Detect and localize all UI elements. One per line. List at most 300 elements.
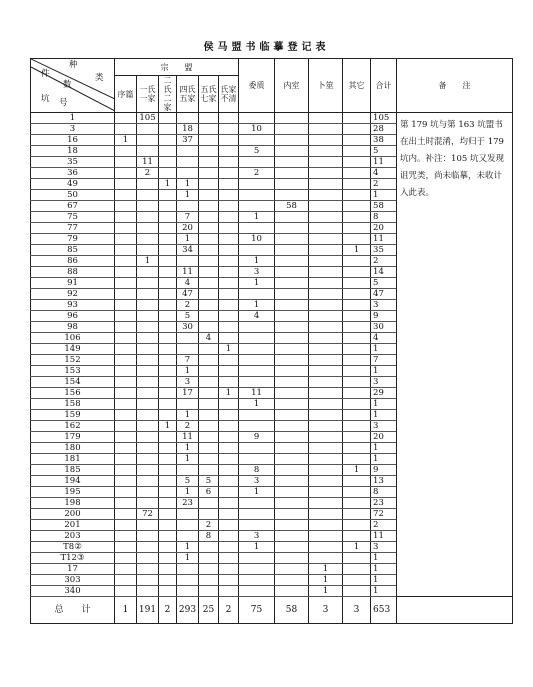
count-cell: 1 xyxy=(219,388,239,399)
count-cell xyxy=(219,201,239,212)
count-cell xyxy=(275,333,309,344)
count-cell xyxy=(199,586,219,597)
pit-number: 194 xyxy=(31,476,115,487)
count-cell xyxy=(343,256,371,267)
count-cell: 11 xyxy=(177,267,199,278)
count-cell xyxy=(343,201,371,212)
pit-number: 201 xyxy=(31,520,115,531)
count-cell xyxy=(115,168,137,179)
count-cell xyxy=(219,157,239,168)
count-cell xyxy=(309,135,343,146)
row-total: 5 xyxy=(371,146,397,157)
pit-number: 98 xyxy=(31,322,115,333)
count-cell: 34 xyxy=(177,245,199,256)
count-cell xyxy=(199,366,219,377)
pit-number: 93 xyxy=(31,300,115,311)
count-cell xyxy=(343,190,371,201)
count-cell: 7 xyxy=(177,355,199,366)
count-cell xyxy=(159,531,177,542)
count-cell xyxy=(115,146,137,157)
count-cell xyxy=(115,300,137,311)
count-cell xyxy=(177,157,199,168)
count-cell xyxy=(115,487,137,498)
row-total: 11 xyxy=(371,234,397,245)
count-cell xyxy=(199,311,219,322)
pit-number: T8② xyxy=(31,542,115,553)
count-cell xyxy=(137,201,159,212)
count-cell xyxy=(159,399,177,410)
count-cell xyxy=(199,245,219,256)
count-cell xyxy=(275,135,309,146)
count-cell xyxy=(309,267,343,278)
count-cell xyxy=(137,553,159,564)
count-cell xyxy=(275,256,309,267)
count-cell xyxy=(137,421,159,432)
pit-number: 180 xyxy=(31,443,115,454)
count-cell xyxy=(343,322,371,333)
count-cell xyxy=(309,443,343,454)
pit-number: 3 xyxy=(31,124,115,135)
count-cell: 5 xyxy=(177,311,199,322)
pit-number: 86 xyxy=(31,256,115,267)
totals-cell: 3 xyxy=(309,597,343,624)
count-cell xyxy=(199,168,219,179)
count-cell xyxy=(343,553,371,564)
corner-label-pit: 坑 xyxy=(41,94,50,104)
count-cell: 47 xyxy=(177,289,199,300)
count-cell xyxy=(219,223,239,234)
count-cell xyxy=(239,454,275,465)
row-total: 1 xyxy=(371,366,397,377)
count-cell xyxy=(115,366,137,377)
count-cell xyxy=(309,355,343,366)
count-cell xyxy=(343,476,371,487)
pit-number: 153 xyxy=(31,366,115,377)
count-cell: 1 xyxy=(309,586,343,597)
count-cell xyxy=(343,289,371,300)
pit-number: 77 xyxy=(31,223,115,234)
count-cell xyxy=(159,289,177,300)
count-cell xyxy=(275,564,309,575)
count-cell xyxy=(159,113,177,124)
count-cell xyxy=(159,377,177,388)
count-cell xyxy=(115,520,137,531)
count-cell xyxy=(309,377,343,388)
count-cell: 1 xyxy=(115,135,137,146)
count-cell xyxy=(159,586,177,597)
count-cell: 18 xyxy=(177,124,199,135)
count-cell xyxy=(177,256,199,267)
row-total: 2 xyxy=(371,256,397,267)
totals-label: 总 计 xyxy=(31,597,115,624)
count-cell: 1 xyxy=(239,256,275,267)
count-cell: 8 xyxy=(239,465,275,476)
count-cell: 1 xyxy=(239,212,275,223)
count-cell xyxy=(159,520,177,531)
count-cell xyxy=(115,212,137,223)
totals-cell: 58 xyxy=(275,597,309,624)
count-cell xyxy=(115,256,137,267)
count-cell xyxy=(199,179,219,190)
count-cell xyxy=(309,168,343,179)
count-cell xyxy=(239,586,275,597)
count-cell: 1 xyxy=(177,410,199,421)
count-cell xyxy=(159,146,177,157)
row-total: 3 xyxy=(371,421,397,432)
count-cell xyxy=(343,168,371,179)
count-cell xyxy=(115,399,137,410)
count-cell xyxy=(177,146,199,157)
count-cell xyxy=(239,223,275,234)
pit-number: 340 xyxy=(31,586,115,597)
count-cell: 1 xyxy=(343,245,371,256)
count-cell xyxy=(137,289,159,300)
count-cell xyxy=(239,520,275,531)
count-cell: 1 xyxy=(177,234,199,245)
count-cell: 1 xyxy=(159,421,177,432)
pit-number: 17 xyxy=(31,564,115,575)
pit-number: 158 xyxy=(31,399,115,410)
row-total: 1 xyxy=(371,344,397,355)
row-total: 1 xyxy=(371,399,397,410)
count-cell: 9 xyxy=(239,432,275,443)
count-cell xyxy=(275,399,309,410)
count-cell xyxy=(219,575,239,586)
count-cell xyxy=(199,322,219,333)
count-cell xyxy=(115,201,137,212)
header-heji: 合计 xyxy=(371,59,397,113)
pit-number: 36 xyxy=(31,168,115,179)
count-cell xyxy=(275,278,309,289)
count-cell xyxy=(159,223,177,234)
count-cell xyxy=(199,157,219,168)
count-cell xyxy=(219,366,239,377)
count-cell xyxy=(239,575,275,586)
count-cell xyxy=(137,190,159,201)
row-total: 13 xyxy=(371,476,397,487)
count-cell xyxy=(159,410,177,421)
count-cell xyxy=(137,146,159,157)
count-cell xyxy=(137,575,159,586)
row-total: 38 xyxy=(371,135,397,146)
count-cell xyxy=(199,509,219,520)
count-cell: 1 xyxy=(239,487,275,498)
count-cell xyxy=(239,443,275,454)
count-cell xyxy=(115,564,137,575)
count-cell: 1 xyxy=(177,487,199,498)
row-total: 11 xyxy=(371,531,397,542)
count-cell xyxy=(239,509,275,520)
count-cell xyxy=(309,476,343,487)
count-cell xyxy=(309,278,343,289)
row-total: 3 xyxy=(371,377,397,388)
count-cell xyxy=(219,498,239,509)
count-cell xyxy=(115,410,137,421)
count-cell xyxy=(219,355,239,366)
count-cell xyxy=(137,311,159,322)
header-sub-yishi: 一氏一家 xyxy=(137,76,159,113)
pit-number: 92 xyxy=(31,289,115,300)
count-cell xyxy=(199,465,219,476)
count-cell xyxy=(343,146,371,157)
count-cell xyxy=(219,322,239,333)
count-cell: 10 xyxy=(239,124,275,135)
pit-number: 106 xyxy=(31,333,115,344)
count-cell xyxy=(159,135,177,146)
count-cell xyxy=(159,267,177,278)
count-cell xyxy=(343,520,371,531)
count-cell xyxy=(219,124,239,135)
count-cell xyxy=(177,575,199,586)
count-cell xyxy=(137,124,159,135)
count-cell xyxy=(115,542,137,553)
count-cell xyxy=(239,157,275,168)
row-total: 1 xyxy=(371,190,397,201)
count-cell xyxy=(219,586,239,597)
count-cell xyxy=(343,432,371,443)
count-cell xyxy=(275,157,309,168)
row-total: 1 xyxy=(371,443,397,454)
totals-cell: 191 xyxy=(137,597,159,624)
totals-cell: 1 xyxy=(115,597,137,624)
row-total: 20 xyxy=(371,223,397,234)
header-sub-ershi: 二氏二家 xyxy=(159,76,177,113)
count-cell xyxy=(199,421,219,432)
count-cell xyxy=(275,355,309,366)
row-total: 4 xyxy=(371,168,397,179)
corner-label-count: 数 xyxy=(63,80,72,90)
count-cell xyxy=(177,113,199,124)
count-cell xyxy=(343,234,371,245)
count-cell xyxy=(115,245,137,256)
count-cell xyxy=(137,234,159,245)
pit-number: 156 xyxy=(31,388,115,399)
count-cell xyxy=(137,377,159,388)
count-cell xyxy=(343,333,371,344)
count-cell xyxy=(309,289,343,300)
count-cell xyxy=(309,157,343,168)
count-cell: 11 xyxy=(239,388,275,399)
header-beizhu: 备 注 xyxy=(397,59,513,113)
count-cell: 4 xyxy=(199,333,219,344)
count-cell xyxy=(309,388,343,399)
row-total: 2 xyxy=(371,179,397,190)
count-cell: 4 xyxy=(177,278,199,289)
count-cell xyxy=(275,168,309,179)
count-cell xyxy=(275,179,309,190)
count-cell xyxy=(343,410,371,421)
count-cell xyxy=(159,476,177,487)
count-cell xyxy=(115,575,137,586)
count-cell: 3 xyxy=(239,531,275,542)
header-weizhi: 委质 xyxy=(239,59,275,113)
count-cell xyxy=(159,157,177,168)
count-cell xyxy=(159,201,177,212)
count-cell xyxy=(343,443,371,454)
count-cell xyxy=(199,146,219,157)
count-cell xyxy=(199,234,219,245)
count-cell: 37 xyxy=(177,135,199,146)
pit-number: 35 xyxy=(31,157,115,168)
count-cell xyxy=(199,256,219,267)
count-cell xyxy=(219,454,239,465)
count-cell: 1 xyxy=(239,300,275,311)
count-cell xyxy=(343,311,371,322)
count-cell xyxy=(239,564,275,575)
count-cell xyxy=(115,553,137,564)
totals-notes-blank xyxy=(397,597,513,624)
count-cell xyxy=(115,454,137,465)
count-cell xyxy=(309,553,343,564)
count-cell xyxy=(219,432,239,443)
pit-number: 50 xyxy=(31,190,115,201)
count-cell xyxy=(239,377,275,388)
count-cell: 1 xyxy=(177,553,199,564)
count-cell xyxy=(275,531,309,542)
count-cell xyxy=(115,322,137,333)
count-cell xyxy=(137,542,159,553)
count-cell xyxy=(137,366,159,377)
count-cell: 1 xyxy=(177,443,199,454)
count-cell xyxy=(219,410,239,421)
count-cell xyxy=(219,311,239,322)
count-cell xyxy=(159,168,177,179)
pit-number: 85 xyxy=(31,245,115,256)
count-cell xyxy=(137,454,159,465)
pit-number: 96 xyxy=(31,311,115,322)
count-cell xyxy=(219,476,239,487)
count-cell xyxy=(115,289,137,300)
count-cell xyxy=(137,300,159,311)
header-qita: 其它 xyxy=(343,59,371,113)
count-cell xyxy=(309,421,343,432)
pit-number: 195 xyxy=(31,487,115,498)
pit-number: 162 xyxy=(31,421,115,432)
pit-number: 88 xyxy=(31,267,115,278)
row-total: 5 xyxy=(371,278,397,289)
count-cell xyxy=(137,443,159,454)
count-cell xyxy=(159,234,177,245)
count-cell xyxy=(309,465,343,476)
header-neishi: 内室 xyxy=(275,59,309,113)
count-cell: 1 xyxy=(159,179,177,190)
count-cell xyxy=(115,179,137,190)
count-cell xyxy=(219,179,239,190)
count-cell xyxy=(199,454,219,465)
count-cell xyxy=(199,190,219,201)
count-cell xyxy=(309,520,343,531)
corner-label-kind: 种 xyxy=(69,60,78,70)
count-cell: 105 xyxy=(137,113,159,124)
count-cell xyxy=(219,245,239,256)
row-total: 4 xyxy=(371,333,397,344)
row-total: 23 xyxy=(371,498,397,509)
count-cell xyxy=(275,454,309,465)
count-cell xyxy=(177,168,199,179)
count-cell xyxy=(115,432,137,443)
totals-cell: 3 xyxy=(343,597,371,624)
count-cell xyxy=(177,520,199,531)
row-total: 11 xyxy=(371,157,397,168)
count-cell: 20 xyxy=(177,223,199,234)
count-cell: 1 xyxy=(309,575,343,586)
count-cell xyxy=(177,509,199,520)
count-cell xyxy=(159,575,177,586)
count-cell xyxy=(115,443,137,454)
count-cell xyxy=(219,289,239,300)
count-cell xyxy=(137,564,159,575)
count-cell xyxy=(219,542,239,553)
corner-label-class: 类 xyxy=(95,73,104,83)
count-cell xyxy=(275,553,309,564)
count-cell xyxy=(115,234,137,245)
count-cell xyxy=(115,190,137,201)
count-cell xyxy=(275,223,309,234)
pit-number: 16 xyxy=(31,135,115,146)
count-cell xyxy=(115,267,137,278)
pit-number: 185 xyxy=(31,465,115,476)
count-cell xyxy=(309,410,343,421)
count-cell xyxy=(115,465,137,476)
count-cell xyxy=(137,344,159,355)
notes-cell: 第 179 坑与第 163 坑盟书在出土时混淆，均归于 179 坑内。补注：105 坑又发现诅咒类，尚未临摹，未收计入此表。 xyxy=(397,113,513,597)
row-total: 9 xyxy=(371,465,397,476)
count-cell xyxy=(309,311,343,322)
totals-cell: 2 xyxy=(219,597,239,624)
pit-number: 79 xyxy=(31,234,115,245)
count-cell: 1 xyxy=(343,465,371,476)
count-cell xyxy=(239,113,275,124)
count-cell xyxy=(159,553,177,564)
count-cell xyxy=(343,509,371,520)
count-cell: 1 xyxy=(177,366,199,377)
count-cell xyxy=(343,586,371,597)
count-cell xyxy=(199,300,219,311)
count-cell: 11 xyxy=(137,157,159,168)
count-cell xyxy=(159,388,177,399)
count-cell xyxy=(115,509,137,520)
row-total: 1 xyxy=(371,586,397,597)
count-cell: 17 xyxy=(177,388,199,399)
count-cell xyxy=(115,421,137,432)
pit-number: 154 xyxy=(31,377,115,388)
count-cell xyxy=(159,300,177,311)
count-cell xyxy=(275,487,309,498)
table-row xyxy=(31,113,513,124)
count-cell xyxy=(177,344,199,355)
row-total: 35 xyxy=(371,245,397,256)
count-cell xyxy=(239,344,275,355)
count-cell xyxy=(275,575,309,586)
count-cell xyxy=(115,586,137,597)
row-total: 1 xyxy=(371,564,397,575)
count-cell xyxy=(275,421,309,432)
count-cell: 3 xyxy=(239,476,275,487)
count-cell xyxy=(343,498,371,509)
count-cell: 5 xyxy=(177,476,199,487)
count-cell xyxy=(159,333,177,344)
count-cell xyxy=(115,531,137,542)
header-sub-buqing: 氏家不清 xyxy=(219,76,239,113)
count-cell xyxy=(343,124,371,135)
count-cell xyxy=(275,322,309,333)
count-cell: 6 xyxy=(199,487,219,498)
count-cell xyxy=(159,355,177,366)
count-cell xyxy=(219,399,239,410)
count-cell xyxy=(137,586,159,597)
count-cell xyxy=(115,113,137,124)
count-cell xyxy=(177,201,199,212)
